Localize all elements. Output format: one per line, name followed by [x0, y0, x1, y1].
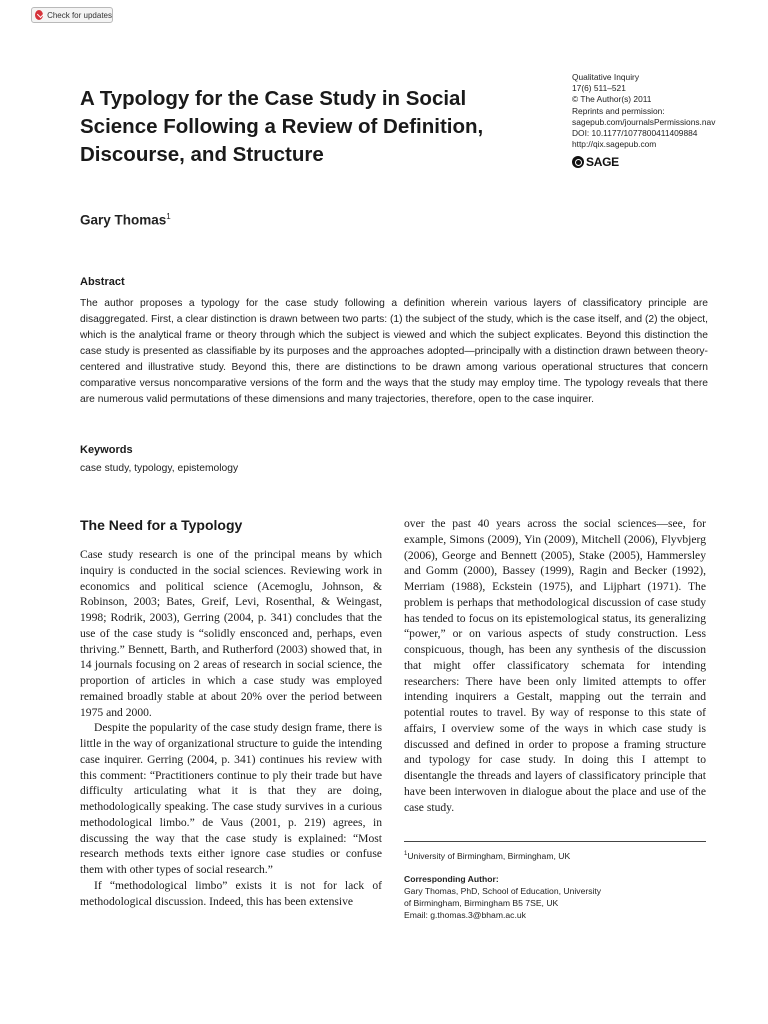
- journal-permissions-link[interactable]: sagepub.com/journalsPermissions.nav: [572, 116, 716, 127]
- corresponding-author-details: [404, 885, 706, 921]
- body-paragraph: over the past 40 years across the social sciences—see, for example, Simons (2009), Yin (2009), Mitchell (2006), Flyvbjerg (2006), George and Bennett (2005), Stake (2005), Hammersley and Gomm (2000), Bassey (1999), Ragin and Becker (1992), Merriam (1988), Eckstein (1975), and Lijphart (1971). The problem is perhaps that methodological discussion of case study has tended to focus on its epistemological status, its generalizing “power,” or on various aspects of study construction. Less conspicuous, though, has been any synthesis of the discussion that might offer classificatory schemata for intending researchers: There have been only limited attempts to offer intending inquirers a Gestalt, mapping out the terrain and potential routes to travel. By way of response to this state of affairs, I overview some of the ways in which case study is discussed and defined in order to propose a framing structure and typology for case study. In doing this I attempt to disentangle the threads and layers of classificatory principle that have been interwoven in dialogue about the place and use of the case study.: [404, 517, 706, 814]
- check-updates-icon: [35, 10, 43, 20]
- check-for-updates-button[interactable]: [31, 7, 113, 23]
- corresponding-line: Gary Thomas, PhD, School of Education, University: [404, 886, 602, 896]
- corresponding-line: of Birmingham, Birmingham B5 7SE, UK: [404, 898, 559, 908]
- sage-logo-icon: [572, 156, 584, 168]
- author-affiliation-mark: 1: [166, 212, 171, 221]
- footnote-text: University of Birmingham, Birmingham, UK: [407, 850, 571, 861]
- footnote-divider: [404, 841, 706, 842]
- journal-name: Qualitative Inquiry: [572, 72, 640, 82]
- body-column-right: [404, 516, 706, 815]
- abstract-heading: Abstract: [80, 276, 125, 288]
- journal-doi[interactable]: DOI: 10.1177/1077800411409884: [572, 128, 698, 139]
- author-name-text: Gary Thomas: [80, 212, 167, 228]
- publisher-logo: [572, 155, 619, 169]
- publisher-name: SAGE: [586, 155, 619, 169]
- corresponding-email[interactable]: Email: g.thomas.3@bham.ac.uk: [404, 910, 526, 920]
- journal-copyright: © The Author(s) 2011: [572, 94, 652, 105]
- body-paragraph: Despite the popularity of the case study design frame, there is little in the way of organizational structure to guide the intending case inquirer. Gerring (2004, p. 341) continues his review with this comment: “Practitioners continue to ply their trade but have difficulty articulating what it is that they are doing, methodologically speaking. The case study survives in a curious methodological limbo.” de Vaus (2001, p. 219) agrees, in discussing the way that the case study is explained: “Most research methods texts either ignore case studies or confuse them with other types of social research.”: [80, 721, 382, 876]
- footnote-mark: 1: [404, 851, 408, 857]
- keywords-text: case study, typology, epistemology: [80, 463, 239, 474]
- body-paragraph: Case study research is one of the principal means by which inquiry is conducted in the social sciences. Reviewing work in economics and political science (Acemoglu, Johnson, & Robinson, 2003; Bates, Greif, Levi, Rosenthal, & Weingast, 1998; Rodrik, 2003), Gerring (2004, p. 341) concludes that the use of the case study is “solidly ensconced and, perhaps, even thriving.” Bennett, Barth, and Rutherford (2003) showed that, in 14 journals focusing on 2 areas of research in social science, the proportion of articles in which a case study was employed remained broadly stable at about 20% over the period between 1975 and 2000.: [80, 548, 382, 719]
- affiliation-footnote: [404, 849, 706, 862]
- check-for-updates-label: Check for updates: [47, 10, 112, 20]
- corresponding-author-heading: Corresponding Author:: [404, 874, 499, 884]
- article-title: A Typology for the Case Study in Social Science Following a Review of Definition, Discourse, and Structure: [80, 87, 484, 166]
- keywords-heading: Keywords: [80, 444, 133, 456]
- body-column-left: [80, 547, 382, 909]
- abstract-text: The author proposes a typology for the case study following a definition wherein various layers of classificatory principle are disaggregated. First, a clear distinction is drawn between two parts: (1) the subject of the study, which is the case itself, and (2) the object, which is the analytical frame or theory through which the subject is viewed and which the subject explicates. Beyond this distinction the case study is presented as classifiable by its purposes and the approaches adopted—principally with a distinction drawn between theory-centered and illustrative study. Beyond this, there are distinctions to be drawn among various operational structures that concern comparative versus noncomparative versions of the form and the ways that the study may employ time. The typology reveals that there are numerous valid permutations of these dimensions and many trajectories, therefore, open to the case inquirer.: [80, 298, 708, 405]
- journal-volume: 17(6) 511–521: [572, 83, 626, 94]
- body-paragraph: If “methodological limbo” exists it is not for lack of methodological discussion. Indeed, this has been extensive: [80, 878, 382, 908]
- journal-reprints: Reprints and permission:: [572, 105, 665, 116]
- journal-url[interactable]: http://qix.sagepub.com: [572, 139, 657, 150]
- author-name: [80, 212, 171, 228]
- journal-info: [572, 72, 742, 150]
- section-heading: The Need for a Typology: [80, 517, 243, 533]
